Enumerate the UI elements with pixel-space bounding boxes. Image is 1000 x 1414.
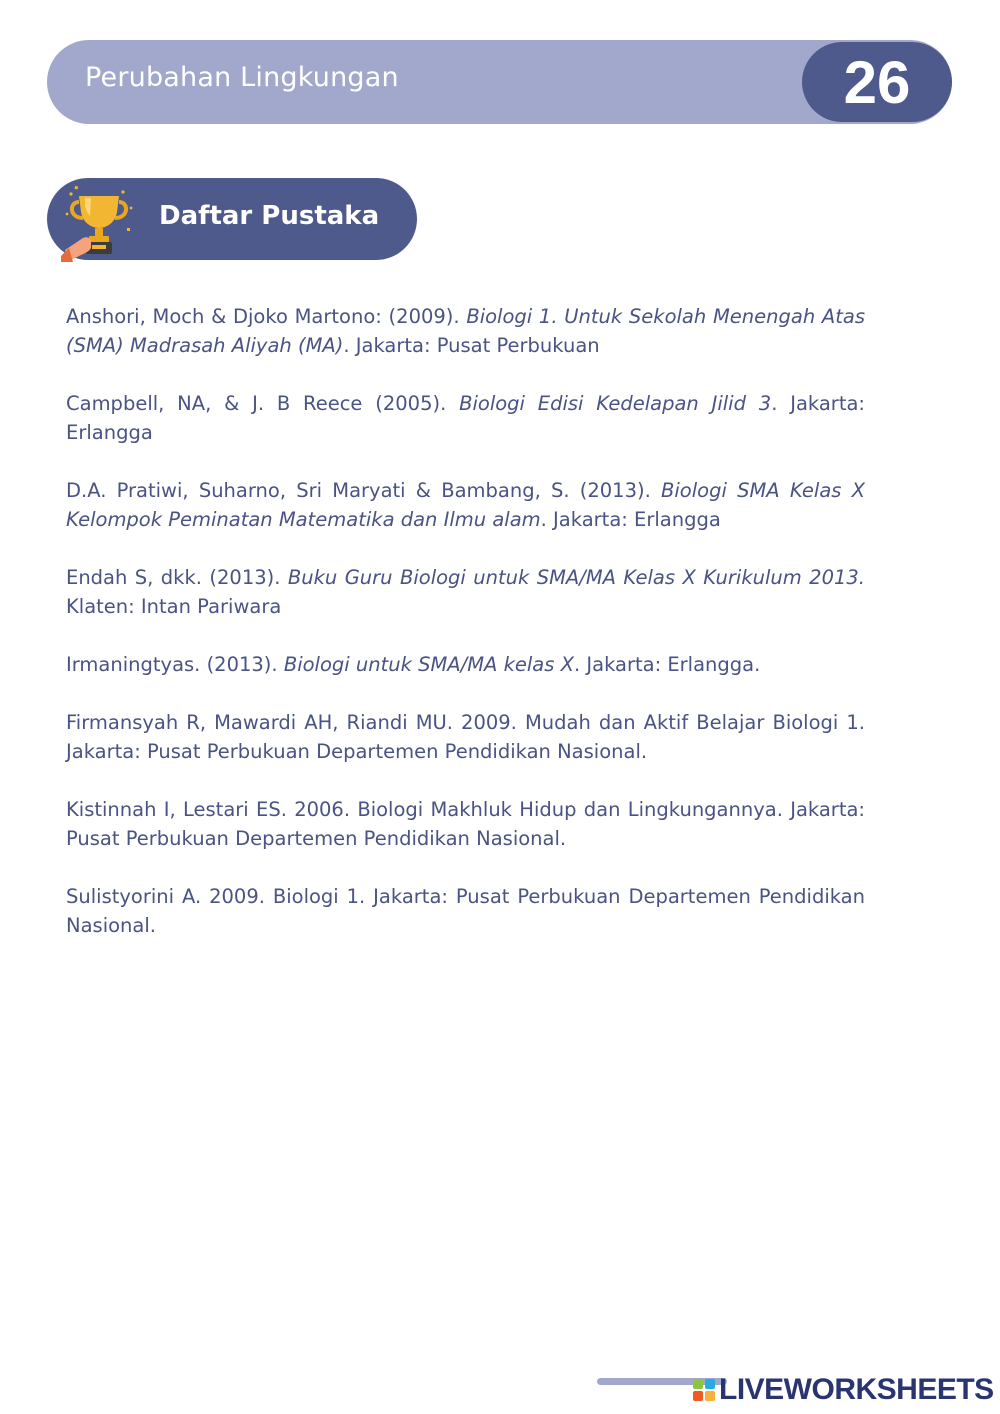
reference-item: Campbell, NA, & J. B Reece (2005). Biologi Edisi Kedelapan Jilid 3. Jakarta: Erlangga [66, 392, 865, 444]
page-number-badge [802, 42, 952, 122]
page-number: 26 [843, 48, 911, 116]
brand-name: LIVEWORKSHEETS [719, 1373, 994, 1406]
chapter-title: Perubahan Lingkungan [85, 62, 399, 93]
reference-item: Anshori, Moch & Djoko Martono: (2009). Biologi 1. Untuk Sekolah Menengah Atas (SMA) Madrasah Aliyah (MA). Jakarta: Pusat Perbukuan [66, 305, 865, 357]
trophy-icon [61, 182, 141, 262]
liveworksheets-logo[interactable] [693, 1373, 994, 1407]
reference-item: D.A. Pratiwi, Suharno, Sri Maryati & Bambang, S. (2013). Biologi SMA Kelas X Kelompok Peminatan Matematika dan Ilmu alam. Jakarta: Erlangga [66, 479, 866, 531]
reference-item: Sulistyorini A. 2009. Biologi 1. Jakarta: Pusat Perbukuan Departemen Pendidikan Nasional. [66, 885, 865, 937]
logo-blocks-icon [693, 1379, 715, 1401]
section-header [47, 178, 417, 260]
header-bar [47, 40, 952, 124]
section-title: Daftar Pustaka [159, 201, 380, 231]
reference-item: Kistinnah I, Lestari ES. 2006. Biologi Makhluk Hidup dan Lingkungannya. Jakarta: Pusat Perbukuan Departemen Pendidikan Nasional. [66, 798, 865, 850]
reference-item: Firmansyah R, Mawardi AH, Riandi MU. 2009. Mudah dan Aktif Belajar Biologi 1. Jakarta: Pusat Perbukuan Departemen Pendidikan Nasional. [66, 711, 865, 763]
reference-list [66, 302, 865, 969]
reference-item: Endah S, dkk. (2013). Buku Guru Biologi untuk SMA/MA Kelas X Kurikulum 2013. Klaten: Intan Pariwara [66, 566, 866, 618]
reference-item: Irmaningtyas. (2013). Biologi untuk SMA/MA kelas X. Jakarta: Erlangga. [66, 653, 761, 676]
